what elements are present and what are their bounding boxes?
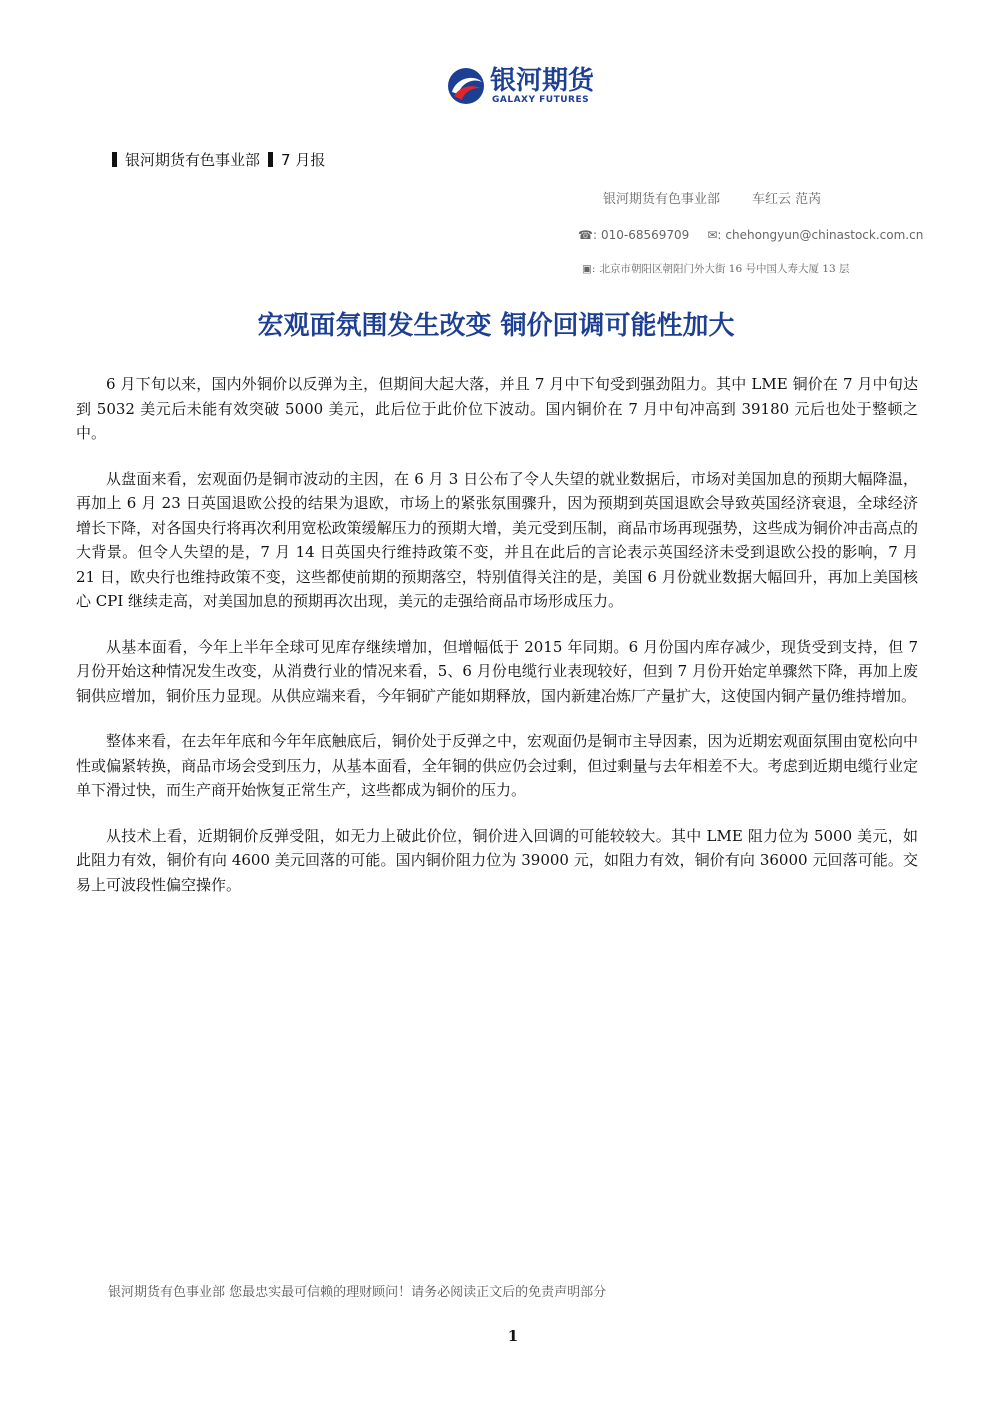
- body-paragraph: 6 月下旬以来，国内外铜价以反弹为主，但期间大起大落，并且 7 月中下旬受到强劲阻力。其中 LME 铜价在 7 月中旬达到 5032 美元后未能有效突破 5000 美元，此后位于此价位下波动。国内铜价在 7 月中旬冲高到 39180 元后也处于整顿之中。: [76, 375, 918, 442]
- logo-name-cn: 银河期货: [490, 66, 595, 96]
- logo-name-en: GALAXY FUTURES: [492, 95, 590, 105]
- phone-icon: ☎:: [578, 228, 597, 242]
- author-org: 银河期货有色事业部: [603, 192, 721, 207]
- body-paragraph: 从盘面来看，宏观面仍是铜市波动的主因，在 6 月 3 日公布了令人失望的就业数据后，市场对美国加息的预期大幅降温，再加上 6 月 23 日英国退欧公投的结果为退欧，市场上的紧张氛围骤升，因为预期到英国退欧会导致英国经济衰退，全球经济增长下降，对各国央行将再次利用宽松政策缓解压力的预期大增，美元受到压制，商品市场再现强势，这些成为铜价冲击高点的大背景。但令人失望的是，7 月 14 日英国央行维持政策不变，并且在此后的言论表示英国经济未受到退欧公投的影响，7 月 21 日，欧央行也维持政策不变，这些都使前期的预期落空，特别值得关注的是，美国 6 月份就业数据大幅回升，再加上美国核心 CPI 继续走高，对美国加息的预期再次出现，美元的走强给商品市场形成压力。: [76, 469, 918, 610]
- section-bar-icon: [112, 152, 117, 167]
- page-number: 1: [507, 1327, 519, 1345]
- address-line: [582, 262, 850, 276]
- author-line: [603, 191, 821, 209]
- body-paragraph: 整体来看，在去年年底和今年年底触底后，铜价处于反弹之中，宏观面仍是铜市主导因素，因为近期宏观面氛围由宽松向中性或偏紧转换，商品市场会受到压力，从基本面看，全年铜的供应仍会过剩，但过剩量与去年相差不大。考虑到近期电缆行业定单下滑过快，而生产商开始恢复正常生产，这些都成为铜价的压力。: [76, 732, 918, 799]
- author-names: 车红云 范芮: [752, 192, 822, 207]
- report-type-label: 7 月报: [281, 151, 326, 169]
- address-icon: ▣:: [582, 263, 596, 275]
- address-text: 北京市朝阳区朝阳门外大街 16 号中国人寿大厦 13 层: [599, 263, 850, 275]
- report-title: 宏观面氛围发生改变 铜价回调可能性加大: [257, 311, 735, 341]
- section-bar-icon: [268, 152, 273, 167]
- department-label: 银河期货有色事业部: [125, 151, 261, 169]
- phone-number: 010-68569709: [601, 228, 690, 242]
- company-logo: [446, 66, 606, 110]
- contact-line: [578, 227, 923, 243]
- body-paragraph: 从基本面看，今年上半年全球可见库存继续增加，但增幅低于 2015 年同期。6 月份国内库存减少，现货受到支持，但 7 月份开始这种情况发生改变，从消费行业的情况来看，5、6 月份电缆行业表现较好，但到 7 月份开始定单骤然下降，再加上废铜供应增加，铜价压力显现。从供应端来看，今年铜矿产能如期释放，国内新建冶炼厂产量扩大，这使国内铜产量仍维持增加。: [76, 637, 918, 705]
- body-paragraph: 从技术上看，近期铜价反弹受阻，如无力上破此价位，铜价进入回调的可能较较大。其中 LME 阻力位为 5000 美元，如此阻力有效，铜价有向 4600 美元回落的可能。国内铜价阻力位为 39000 元，如阻力有效，铜价有向 36000 元回落可能。交易上可波段性偏空操作。: [76, 826, 918, 894]
- footer-text: 银河期货有色事业部 您最忠实最可信赖的理财顾问！请务必阅读正文后的免责声明部分: [108, 1285, 607, 1300]
- galaxy-logo-icon: [446, 66, 486, 106]
- email-address[interactable]: chehongyun@chinastock.com.cn: [725, 228, 924, 242]
- report-section-line: [112, 150, 325, 170]
- mail-icon: ✉:: [707, 228, 722, 242]
- report-body: [76, 372, 918, 918]
